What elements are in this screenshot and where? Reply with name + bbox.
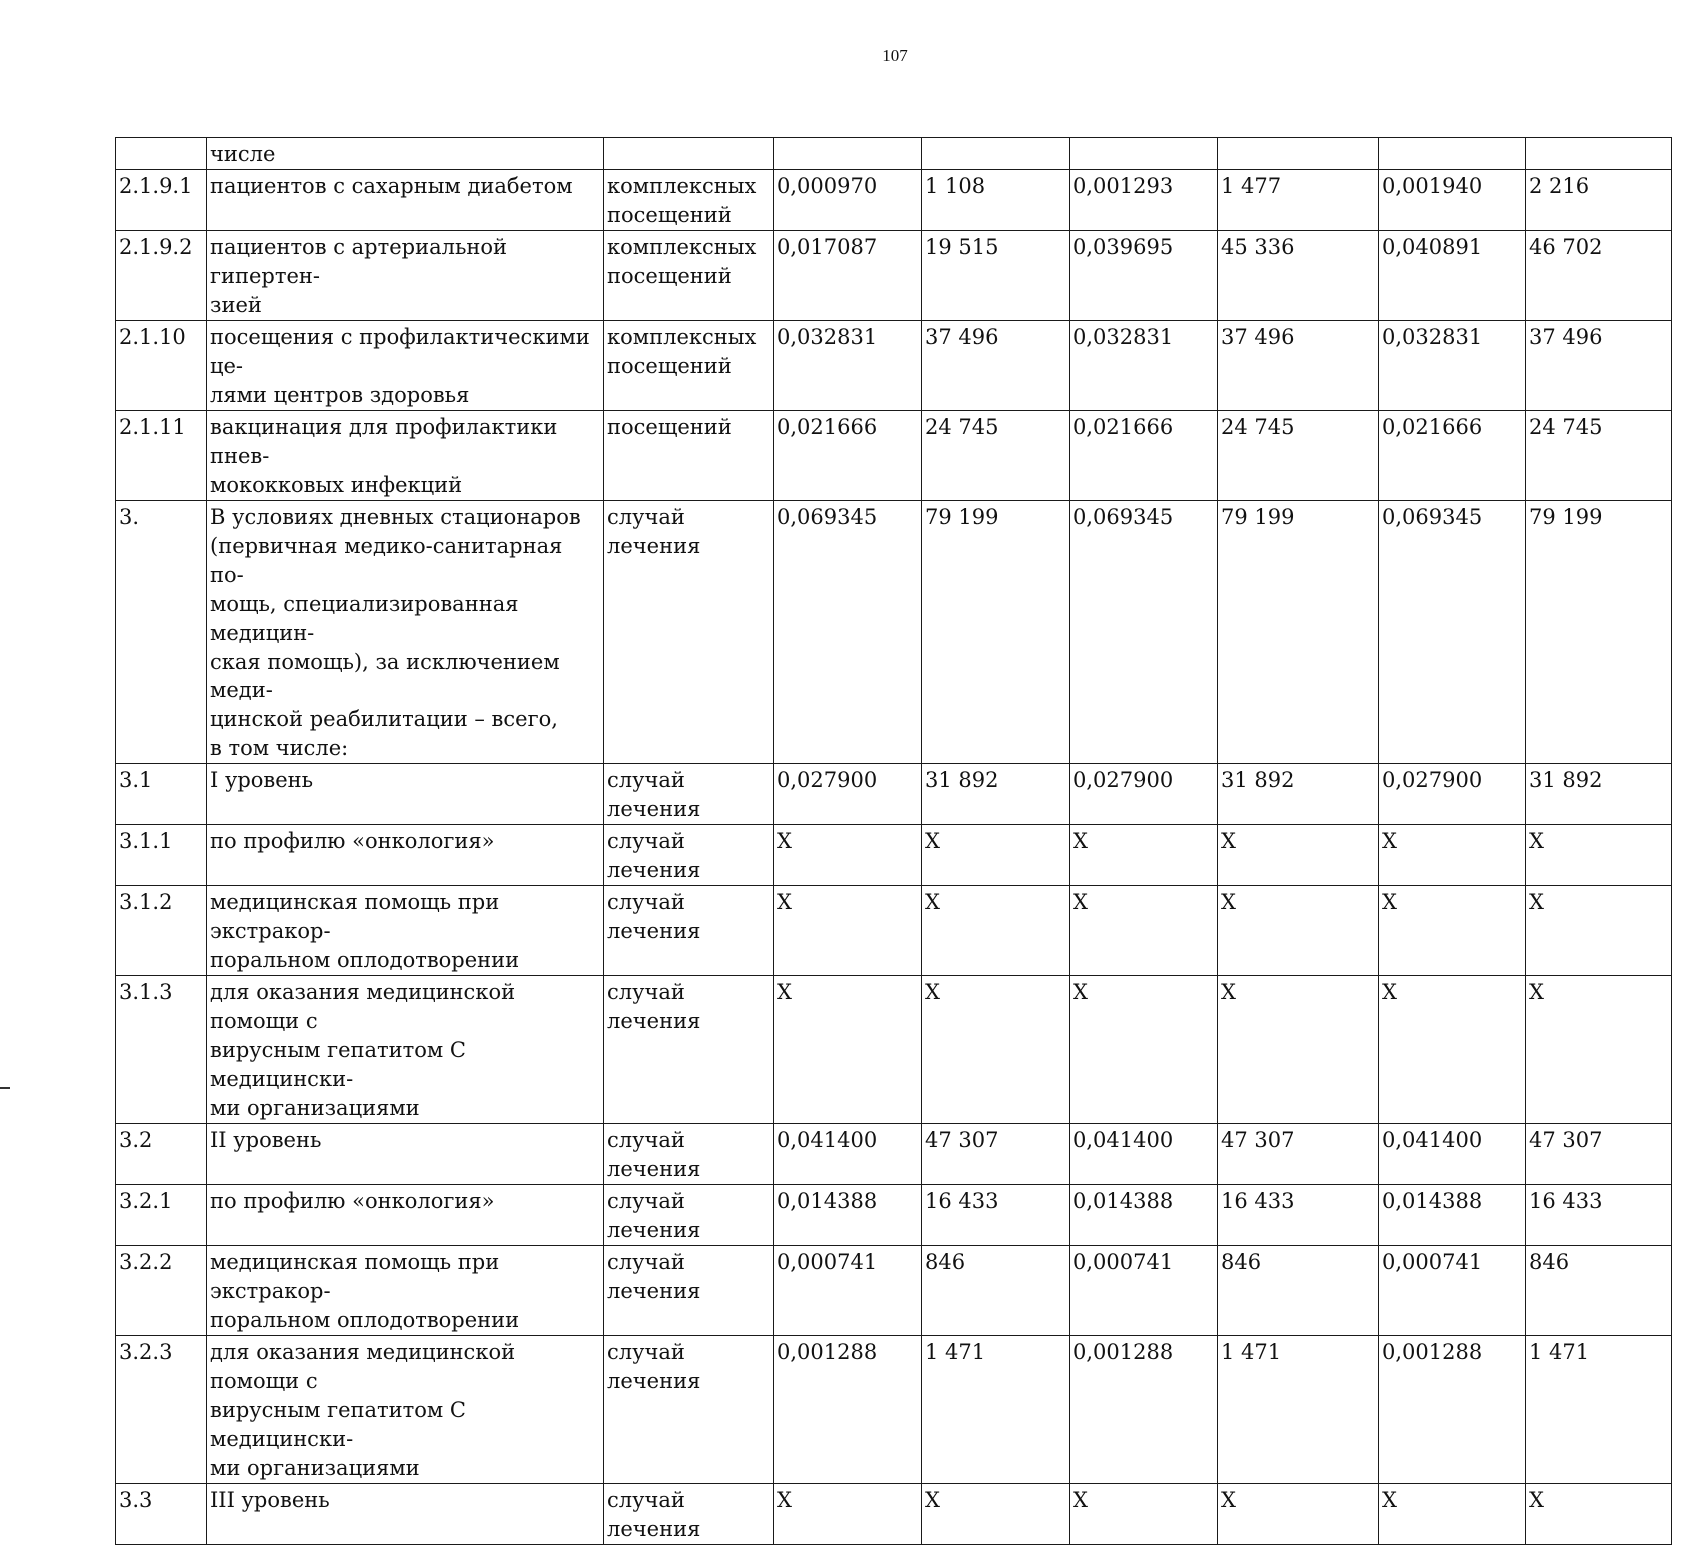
row-unit: случай лечения — [604, 500, 774, 764]
table-row — [116, 410, 1672, 500]
cell-rate-year-2: 0,041400 — [1070, 1124, 1218, 1185]
cell-rate-year-3: 0,001288 — [1379, 1335, 1526, 1483]
table-row — [116, 825, 1672, 886]
row-unit: комплексных посещений — [604, 170, 774, 231]
cell-rate-year-2: 0,000741 — [1070, 1245, 1218, 1335]
table-row — [116, 230, 1672, 320]
row-description: пациентов с артериальной гипертен- зией — [207, 230, 604, 320]
cell-volume-year-1: 24 745 — [922, 410, 1070, 500]
cell-volume-year-2: 16 433 — [1218, 1184, 1379, 1245]
cell-volume-year-2: X — [1218, 976, 1379, 1124]
row-description: посещения с профилактическими це- лями центров здоровья — [207, 320, 604, 410]
cell-volume-year-2: X — [1218, 825, 1379, 886]
row-unit: посещений — [604, 410, 774, 500]
cell-rate-year-3: 0,014388 — [1379, 1184, 1526, 1245]
row-unit: случай лечения — [604, 764, 774, 825]
row-description: числе — [207, 138, 604, 170]
table-row — [116, 1335, 1672, 1483]
cell-volume-year-3: 24 745 — [1526, 410, 1672, 500]
cell-volume-year-3: X — [1526, 886, 1672, 976]
row-code: 3.2.1 — [116, 1184, 207, 1245]
cell-volume-year-3: 1 471 — [1526, 1335, 1672, 1483]
cell-volume-year-2: 45 336 — [1218, 230, 1379, 320]
cell-volume-year-1: 31 892 — [922, 764, 1070, 825]
cell-rate-year-1: 0,000741 — [774, 1245, 922, 1335]
row-description: III уровень — [207, 1483, 604, 1544]
table-row — [116, 976, 1672, 1124]
page-number: 107 — [882, 46, 908, 65]
row-unit: случай лечения — [604, 1184, 774, 1245]
cell-volume-year-3: 46 702 — [1526, 230, 1672, 320]
cell-rate-year-2: 0,039695 — [1070, 230, 1218, 320]
row-code — [116, 138, 207, 170]
cell-volume-year-1: X — [922, 825, 1070, 886]
row-code: 3.2 — [116, 1124, 207, 1185]
cell-rate-year-3: X — [1379, 886, 1526, 976]
cell-rate-year-1 — [774, 138, 922, 170]
cell-rate-year-1: X — [774, 825, 922, 886]
cell-volume-year-3: 37 496 — [1526, 320, 1672, 410]
row-description: вакцинация для профилактики пнев- мококковых инфекций — [207, 410, 604, 500]
cell-volume-year-2 — [1218, 138, 1379, 170]
cell-volume-year-1: 37 496 — [922, 320, 1070, 410]
row-code: 3.3 — [116, 1483, 207, 1544]
row-description: для оказания медицинской помощи с вирусным гепатитом С медицински- ми организациями — [207, 1335, 604, 1483]
cell-rate-year-3: 0,001940 — [1379, 170, 1526, 231]
cell-volume-year-1: 19 515 — [922, 230, 1070, 320]
cell-rate-year-3 — [1379, 138, 1526, 170]
cell-volume-year-2: 1 477 — [1218, 170, 1379, 231]
cell-volume-year-1: 1 471 — [922, 1335, 1070, 1483]
cell-rate-year-3: 0,032831 — [1379, 320, 1526, 410]
cell-volume-year-3: 16 433 — [1526, 1184, 1672, 1245]
cell-volume-year-2: 846 — [1218, 1245, 1379, 1335]
cell-volume-year-2: X — [1218, 1483, 1379, 1544]
cell-volume-year-1: 1 108 — [922, 170, 1070, 231]
table-row — [116, 1483, 1672, 1544]
cell-volume-year-2: 24 745 — [1218, 410, 1379, 500]
cell-volume-year-2: 37 496 — [1218, 320, 1379, 410]
row-code: 3.2.2 — [116, 1245, 207, 1335]
table-row — [116, 764, 1672, 825]
cell-volume-year-3: 79 199 — [1526, 500, 1672, 764]
table-row — [116, 1124, 1672, 1185]
row-code: 2.1.11 — [116, 410, 207, 500]
cell-rate-year-2: 0,027900 — [1070, 764, 1218, 825]
row-code: 3.1 — [116, 764, 207, 825]
row-unit: случай лечения — [604, 1335, 774, 1483]
cell-rate-year-2: X — [1070, 976, 1218, 1124]
volume-table — [115, 137, 1672, 1545]
table-body — [116, 138, 1672, 1545]
row-code: 3.2.3 — [116, 1335, 207, 1483]
row-code: 3. — [116, 500, 207, 764]
row-unit: случай лечения — [604, 976, 774, 1124]
table-row — [116, 170, 1672, 231]
cell-rate-year-1: 0,032831 — [774, 320, 922, 410]
cell-volume-year-1 — [922, 138, 1070, 170]
cell-volume-year-2: 1 471 — [1218, 1335, 1379, 1483]
cell-volume-year-1: X — [922, 1483, 1070, 1544]
table-row — [116, 138, 1672, 170]
cell-rate-year-2: X — [1070, 825, 1218, 886]
cell-rate-year-1: 0,014388 — [774, 1184, 922, 1245]
row-unit: случай лечения — [604, 825, 774, 886]
cell-rate-year-2: 0,014388 — [1070, 1184, 1218, 1245]
cell-volume-year-1: 47 307 — [922, 1124, 1070, 1185]
row-code: 2.1.9.1 — [116, 170, 207, 231]
row-code: 2.1.9.2 — [116, 230, 207, 320]
cell-rate-year-1: 0,069345 — [774, 500, 922, 764]
row-unit — [604, 138, 774, 170]
cell-volume-year-1: 846 — [922, 1245, 1070, 1335]
row-code: 3.1.1 — [116, 825, 207, 886]
cell-rate-year-1: X — [774, 976, 922, 1124]
cell-rate-year-1: 0,041400 — [774, 1124, 922, 1185]
cell-rate-year-1: 0,001288 — [774, 1335, 922, 1483]
cell-rate-year-1: 0,021666 — [774, 410, 922, 500]
row-description: для оказания медицинской помощи с вирусным гепатитом С медицински- ми организациями — [207, 976, 604, 1124]
cell-rate-year-2: 0,069345 — [1070, 500, 1218, 764]
row-unit: комплексных посещений — [604, 230, 774, 320]
row-description: I уровень — [207, 764, 604, 825]
cell-volume-year-3: X — [1526, 825, 1672, 886]
row-description: В условиях дневных стационаров (первичная медико-санитарная по- мощь, специализированная медицин- ская помощь), за исключением меди- цинской реабилитации – всего, в том числе: — [207, 500, 604, 764]
cell-volume-year-3: 846 — [1526, 1245, 1672, 1335]
cell-rate-year-1: X — [774, 886, 922, 976]
row-unit: случай лечения — [604, 1483, 774, 1544]
row-description: по профилю «онкология» — [207, 825, 604, 886]
row-unit: комплексных посещений — [604, 320, 774, 410]
cell-rate-year-2: 0,001288 — [1070, 1335, 1218, 1483]
table-row — [116, 1184, 1672, 1245]
cell-volume-year-3: 2 216 — [1526, 170, 1672, 231]
cell-rate-year-3: 0,021666 — [1379, 410, 1526, 500]
cell-volume-year-1: 79 199 — [922, 500, 1070, 764]
cell-volume-year-1: X — [922, 886, 1070, 976]
cell-volume-year-3: X — [1526, 1483, 1672, 1544]
cell-rate-year-3: 0,041400 — [1379, 1124, 1526, 1185]
cell-rate-year-1: X — [774, 1483, 922, 1544]
cell-rate-year-2: X — [1070, 1483, 1218, 1544]
cell-volume-year-2: 47 307 — [1218, 1124, 1379, 1185]
cell-rate-year-3: 0,069345 — [1379, 500, 1526, 764]
cell-rate-year-3: X — [1379, 976, 1526, 1124]
cell-rate-year-2: 0,001293 — [1070, 170, 1218, 231]
cell-rate-year-2 — [1070, 138, 1218, 170]
row-description: пациентов с сахарным диабетом — [207, 170, 604, 231]
table-row — [116, 500, 1672, 764]
row-description: по профилю «онкология» — [207, 1184, 604, 1245]
row-unit: случай лечения — [604, 886, 774, 976]
cell-rate-year-1: 0,027900 — [774, 764, 922, 825]
cell-volume-year-3 — [1526, 138, 1672, 170]
cell-rate-year-2: 0,021666 — [1070, 410, 1218, 500]
cell-volume-year-3: X — [1526, 976, 1672, 1124]
table-row — [116, 320, 1672, 410]
row-code: 2.1.10 — [116, 320, 207, 410]
cell-rate-year-3: 0,040891 — [1379, 230, 1526, 320]
row-unit: случай лечения — [604, 1124, 774, 1185]
cell-volume-year-3: 31 892 — [1526, 764, 1672, 825]
cell-volume-year-2: 31 892 — [1218, 764, 1379, 825]
table-row — [116, 1245, 1672, 1335]
cell-volume-year-2: X — [1218, 886, 1379, 976]
cell-rate-year-2: X — [1070, 886, 1218, 976]
row-description: медицинская помощь при экстракор- поральном оплодотворении — [207, 886, 604, 976]
cell-volume-year-1: X — [922, 976, 1070, 1124]
cell-rate-year-3: 0,000741 — [1379, 1245, 1526, 1335]
cell-rate-year-3: 0,027900 — [1379, 764, 1526, 825]
row-unit: случай лечения — [604, 1245, 774, 1335]
cell-volume-year-1: 16 433 — [922, 1184, 1070, 1245]
row-code: 3.1.3 — [116, 976, 207, 1124]
table-row — [116, 886, 1672, 976]
cell-rate-year-1: 0,000970 — [774, 170, 922, 231]
row-description: медицинская помощь при экстракор- поральном оплодотворении — [207, 1245, 604, 1335]
cell-volume-year-2: 79 199 — [1218, 500, 1379, 764]
row-description: II уровень — [207, 1124, 604, 1185]
cell-rate-year-3: X — [1379, 825, 1526, 886]
cell-rate-year-2: 0,032831 — [1070, 320, 1218, 410]
edge-mark — [0, 1087, 10, 1089]
cell-rate-year-3: X — [1379, 1483, 1526, 1544]
cell-rate-year-1: 0,017087 — [774, 230, 922, 320]
cell-volume-year-3: 47 307 — [1526, 1124, 1672, 1185]
row-code: 3.1.2 — [116, 886, 207, 976]
